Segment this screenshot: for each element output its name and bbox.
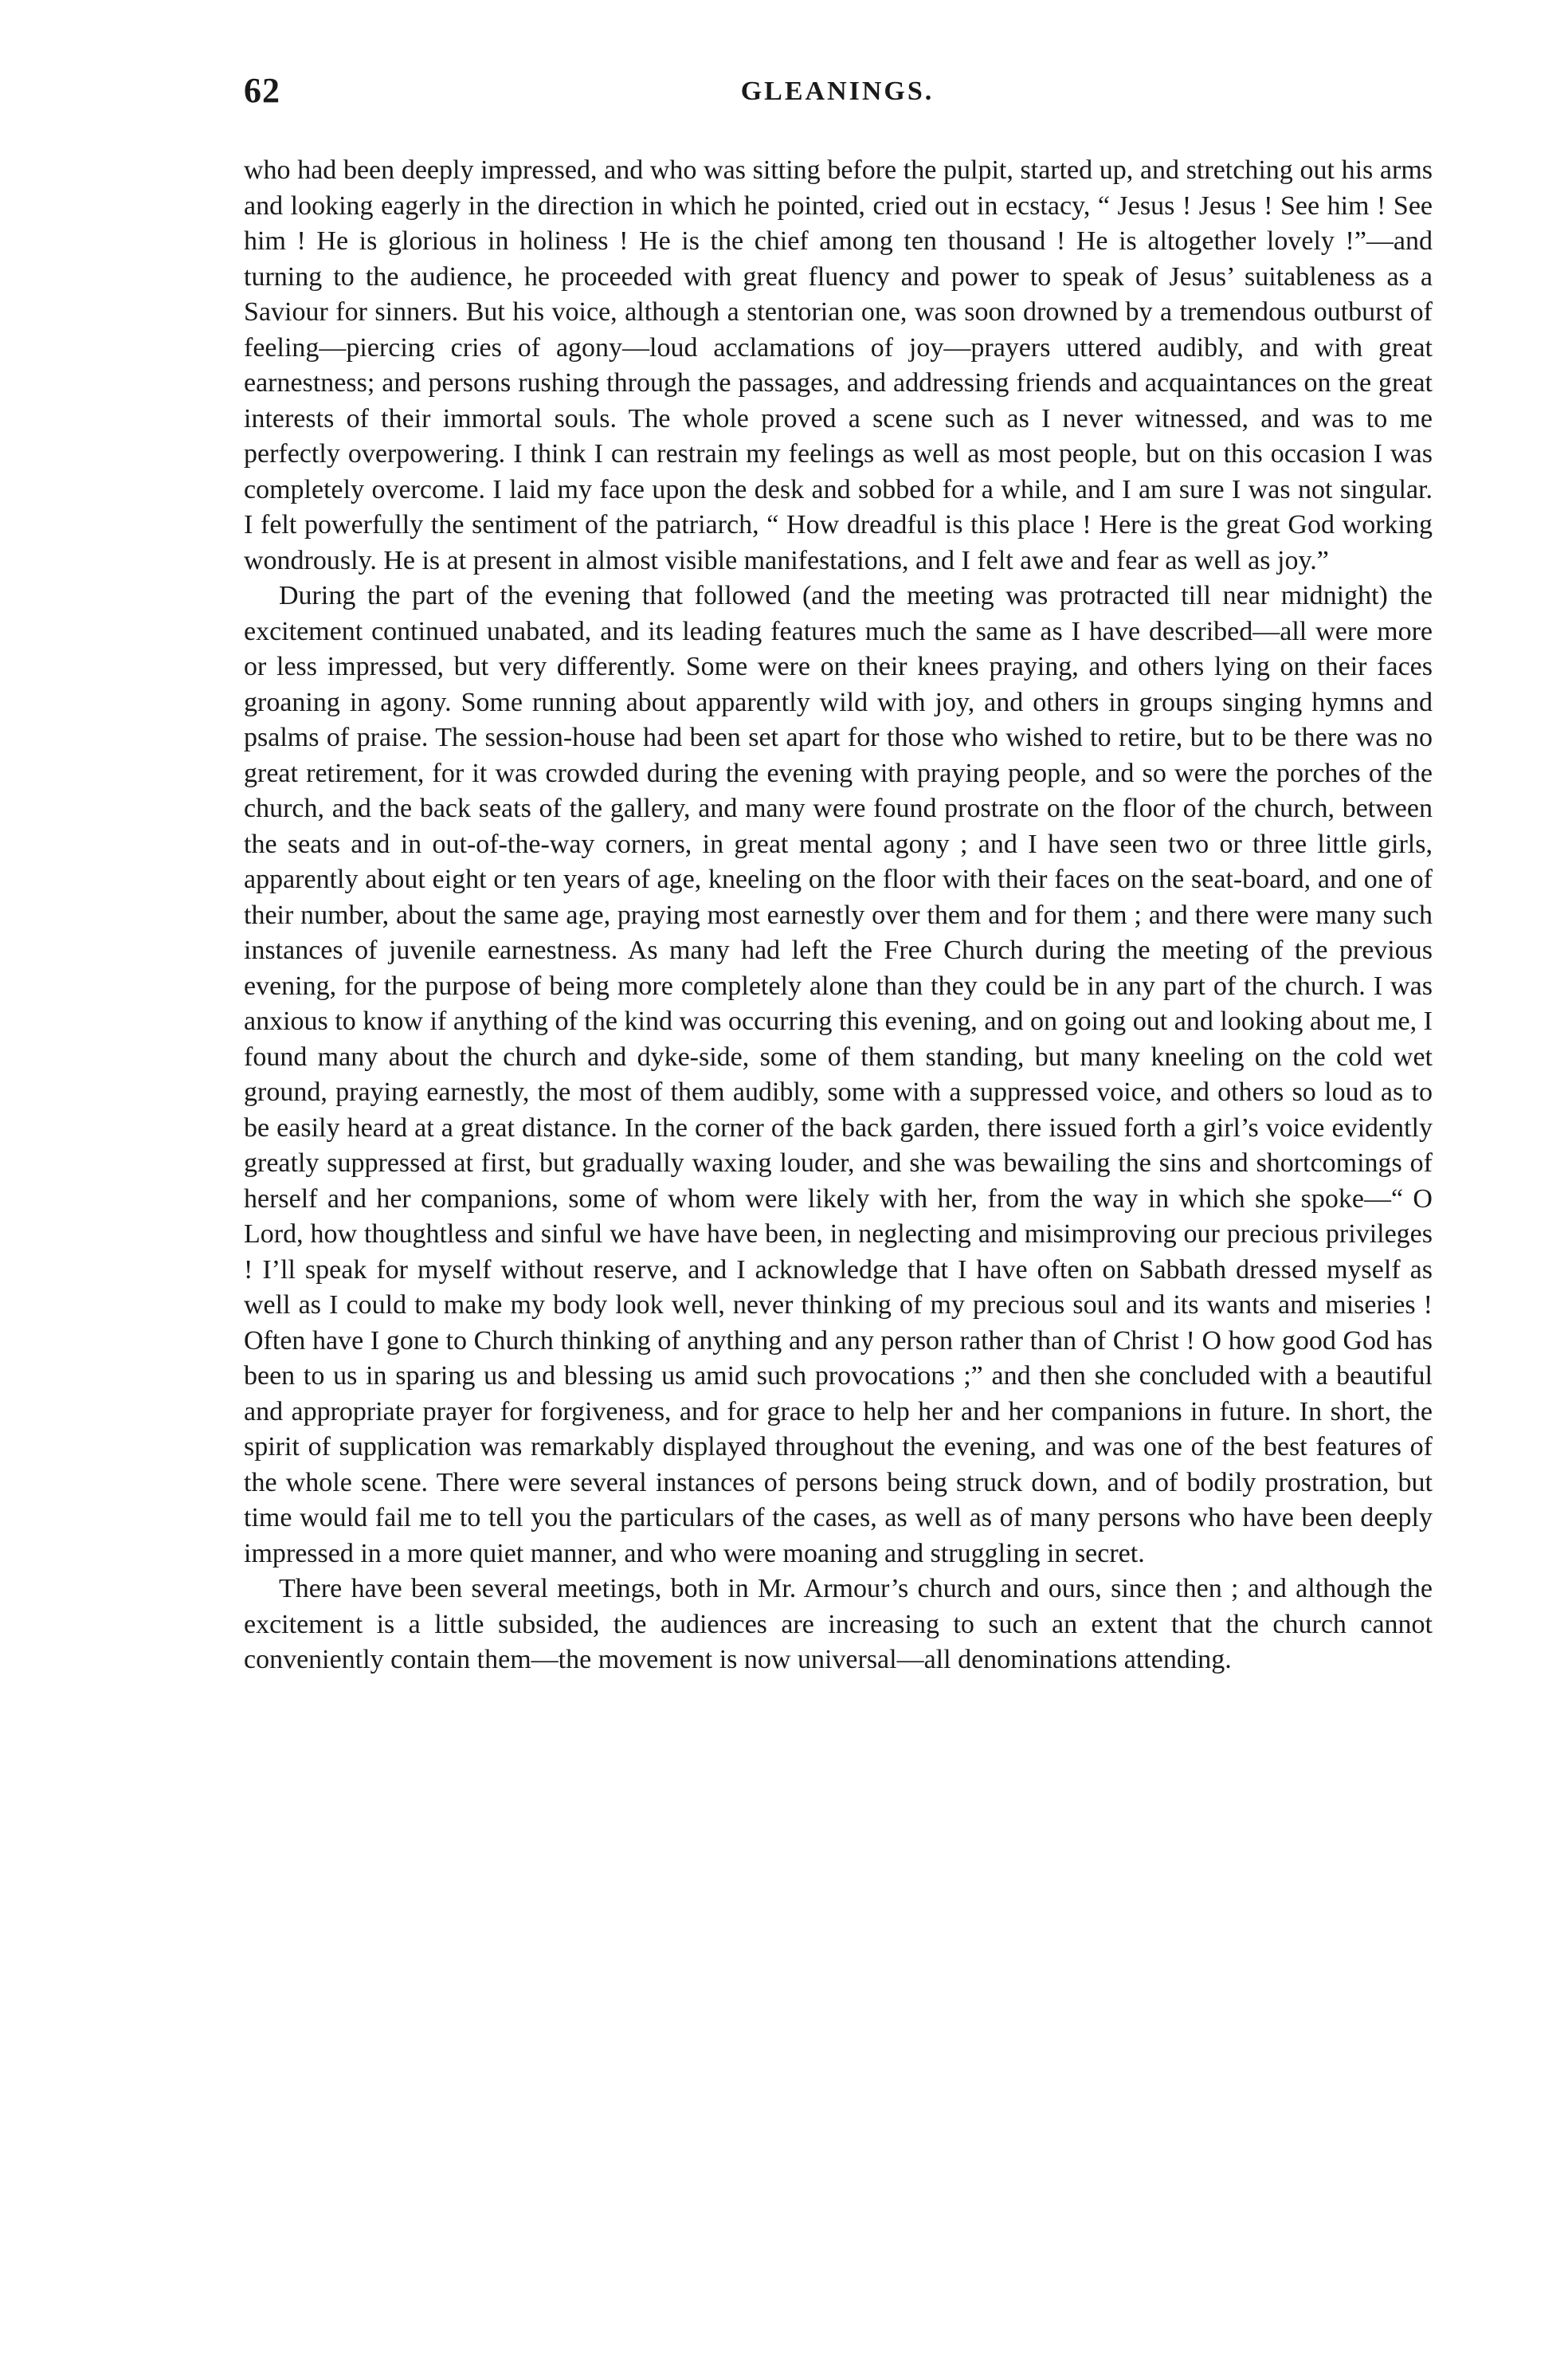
body-text [244, 153, 1433, 1678]
page-number: 62 [244, 71, 280, 110]
page-header [244, 70, 1431, 118]
paragraph-continued: who had been deeply impressed, and who was sitting before the pulpit, started up, and stretching out his arms and looking eagerly in the direction in which he pointed, cried out in ecstacy, “ Jesus ! Jesus ! See him ! See him ! He is glorious in holiness ! He is the chief among ten thousand ! He is altogether lovely !”—and turning to the audience, he proceeded with great fluency and power to speak of Jesus’ suitableness as a Saviour for sinners. But his voice, although a stentorian one, was soon drowned by a tremendous outburst of feeling—piercing cries of agony—loud acclamations of joy—prayers uttered audibly, and with great earnestness; and persons rushing through the passages, and addressing friends and acquaintances on the great interests of their immortal souls. The whole proved a scene such as I never witnessed, and was to me perfectly overpowering. I think I can restrain my feelings as well as most people, but on this occasion I was completely overcome. I laid my face upon the desk and sobbed for a while, and I am sure I was not singular. I felt powerfully the sentiment of the patriarch, “ How dreadful is this place ! Here is the great God working wondrously. He is at present in almost visible manifestations, and I felt awe and fear as well as joy.” [244, 155, 1433, 575]
running-title: GLEANINGS. [740, 77, 935, 106]
paragraph-meetings: There have been several meetings, both in Mr. Armour’s church and ours, since then ; and although the excitement is a little subsided, the audiences are increasing to such an extent that the church cannot conveniently contain them—the movement is now universal—all denominations attending. [244, 1574, 1433, 1674]
paragraph-evening-account: During the part of the evening that followed (and the meeting was protracted till near midnight) the excitement continued unabated, and its leading features much the same as I have described—all were more or less impressed, but very differently. Some were on their knees praying, and others lying on their faces groaning in agony. Some running about apparently wild with joy, and others in groups singing hymns and psalms of praise. The session-house had been set apart for those who wished to retire, but to be there was no great retirement, for it was crowded during the evening with praying people, and so were the porches of the church, and the back seats of the gallery, and many were found prostrate on the floor of the church, between the seats and in out-of-the-way corners, in great mental agony ; and I have seen two or three little girls, apparently about eight or ten years of age, kneeling on the floor with their faces on the seat-board, and one of their number, about the same age, praying most earnestly over them and for them ; and there were many such instances of juvenile earnestness. As many had left the Free Church during the meeting of the previous evening, for the purpose of being more completely alone than they could be in any part of the church. I was anxious to know if anything of the kind was occurring this evening, and on going out and looking about me, I found many about the church and dyke-side, some of them standing, but many kneeling on the cold wet ground, praying earnestly, the most of them audibly, some with a suppressed voice, and others so loud as to be easily heard at a great distance. In the corner of the back garden, there issued forth a girl’s voice evidently greatly suppressed at first, but gradually waxing louder, and she was bewailing the sins and shortcomings of herself and her companions, some of whom were likely with her, from the way in which she spoke—“ O Lord, how thoughtless and sinful we have have been, in neglecting and misimproving our precious privileges ! I’ll speak for myself without reserve, and I acknowledge that I have often on Sabbath dressed myself as well as I could to make my body look well, never thinking of my precious soul and its wants and miseries ! Often have I gone to Church thinking of anything and any person rather than of Christ ! O how good God has been to us in sparing us and blessing us amid such provocations ;” and then she concluded with a beautiful and appropriate prayer for forgiveness, and for grace to help her and her companions in future. In short, the spirit of supplication was remarkably displayed throughout the evening, and was one of the best features of the whole scene. There were several instances of persons being struck down, and of bodily prostration, but time would fail me to tell you the particulars of the cases, as well as of many persons who have been deeply impressed in a more quiet manner, and who were moaning and struggling in secret. [244, 581, 1433, 1568]
